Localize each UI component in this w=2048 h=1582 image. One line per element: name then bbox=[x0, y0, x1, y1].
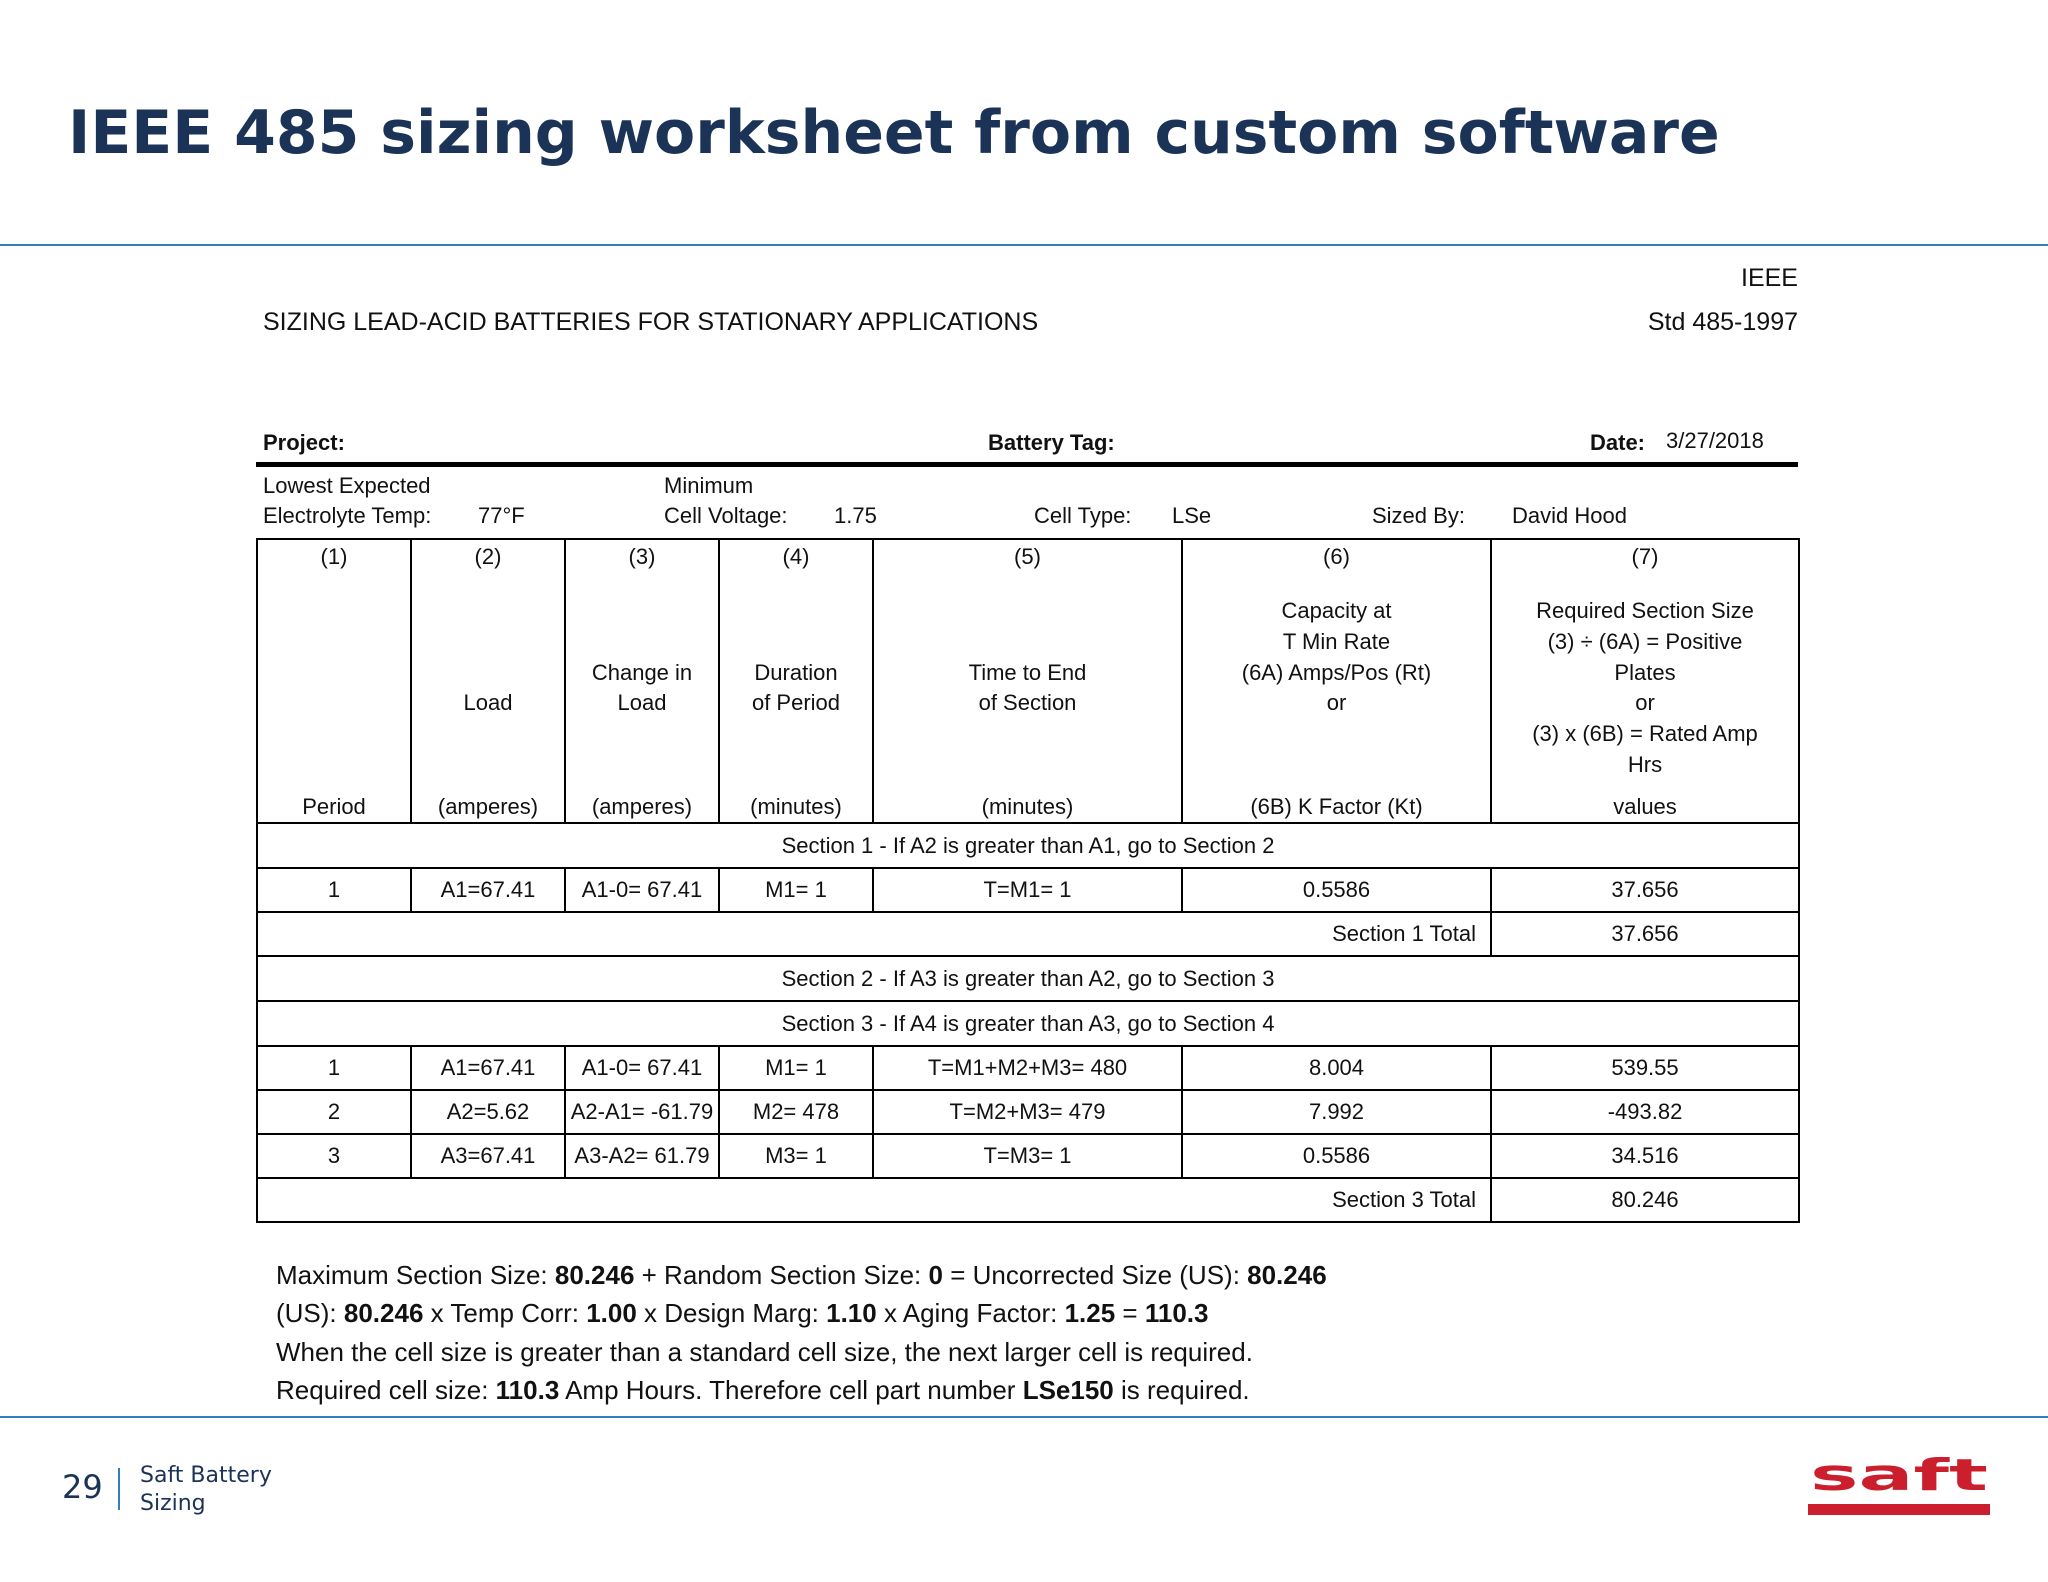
column-number: (7) bbox=[1631, 544, 1659, 569]
summary-text: x Aging Factor: bbox=[876, 1298, 1065, 1328]
table-cell: A2-A1= -61.79 bbox=[565, 1090, 719, 1134]
table-cell: M2= 478 bbox=[719, 1090, 873, 1134]
section-label: Section 2 - If A3 is greater than A2, go to Section 3 bbox=[257, 956, 1799, 1001]
summary-value: 1.25 bbox=[1064, 1298, 1116, 1328]
table-cell: A3-A2= 61.79 bbox=[565, 1134, 719, 1178]
table-cell: T=M1+M2+M3= 480 bbox=[873, 1046, 1182, 1090]
summary-line-2 bbox=[276, 1298, 1208, 1329]
section-3-total-row bbox=[257, 1178, 1799, 1222]
section-1-header-row bbox=[257, 823, 1799, 868]
date-label: Date: bbox=[1590, 430, 1646, 455]
column-unit: (minutes) bbox=[750, 794, 842, 819]
summary-value: 110.3 bbox=[495, 1375, 560, 1405]
summary-text: Maximum Section Size: bbox=[276, 1260, 555, 1290]
col-capacity-header bbox=[1182, 539, 1491, 823]
table-row bbox=[257, 1134, 1799, 1178]
col-duration-header bbox=[719, 539, 873, 823]
standard-number: Std 485-1997 bbox=[1647, 308, 1798, 336]
table-cell: A1-0= 67.41 bbox=[565, 868, 719, 912]
summary-line-1 bbox=[276, 1260, 1327, 1291]
table-cell: A1=67.41 bbox=[411, 1046, 565, 1090]
table-cell: A2=5.62 bbox=[411, 1090, 565, 1134]
section-total-label: Section 3 Total bbox=[257, 1178, 1491, 1222]
voltage-label-line1: Minimum bbox=[664, 473, 754, 498]
table-cell: 7.992 bbox=[1182, 1090, 1491, 1134]
column-title: of Period bbox=[751, 690, 841, 715]
table-cell: 8.004 bbox=[1182, 1046, 1491, 1090]
section-2-header-row bbox=[257, 956, 1799, 1001]
col-period-header bbox=[257, 539, 411, 823]
column-title: Change in bbox=[591, 660, 693, 685]
table-cell: 0.5586 bbox=[1182, 868, 1491, 912]
battery-tag-label: Battery Tag: bbox=[988, 430, 1115, 455]
footer-separator bbox=[118, 1468, 120, 1510]
summary-text: = Uncorrected Size (US): bbox=[942, 1260, 1248, 1290]
temp-label-line2: Electrolyte Temp: bbox=[263, 503, 432, 528]
summary-text: (US): bbox=[276, 1298, 344, 1328]
summary-value: 0 bbox=[928, 1260, 943, 1290]
page-number: 29 bbox=[62, 1468, 103, 1506]
summary-line-3: When the cell size is greater than a standard cell size, the next larger cell is required. bbox=[276, 1337, 1253, 1367]
table-cell: T=M1= 1 bbox=[873, 868, 1182, 912]
saft-logo bbox=[1808, 1454, 1990, 1518]
column-title: Duration bbox=[754, 660, 838, 685]
section-total-value: 37.656 bbox=[1491, 912, 1799, 956]
project-label: Project: bbox=[263, 430, 345, 455]
temp-value: 77°F bbox=[478, 503, 525, 528]
column-unit: values bbox=[1613, 794, 1677, 819]
summary-value: LSe150 bbox=[1022, 1375, 1114, 1405]
column-number: (4) bbox=[782, 544, 810, 569]
footer-label: Saft Battery Sizing bbox=[140, 1463, 272, 1516]
summary-value: 80.246 bbox=[554, 1260, 635, 1290]
summary-text: is required. bbox=[1113, 1375, 1250, 1405]
table-cell: 1 bbox=[257, 1046, 411, 1090]
cell-type-value: LSe bbox=[1172, 503, 1212, 528]
column-title: Required Section Size bbox=[1536, 598, 1754, 623]
slide-title: IEEE 485 sizing worksheet from custom software bbox=[68, 98, 1720, 168]
cell-type-label: Cell Type: bbox=[1034, 503, 1132, 528]
column-title: T Min Rate bbox=[1282, 629, 1391, 654]
section-label: Section 1 - If A2 is greater than A1, go to Section 2 bbox=[257, 823, 1799, 868]
column-unit: (amperes) bbox=[591, 794, 693, 819]
table-cell: A1=67.41 bbox=[411, 868, 565, 912]
voltage-label-line2: Cell Voltage: bbox=[664, 503, 788, 528]
table-row bbox=[257, 1046, 1799, 1090]
summary-line-4 bbox=[276, 1375, 1250, 1406]
summary-value: 110.3 bbox=[1144, 1298, 1209, 1328]
col-load-header bbox=[411, 539, 565, 823]
summary-text: Amp Hours. Therefore cell part number bbox=[559, 1375, 1023, 1405]
table-cell: M1= 1 bbox=[719, 1046, 873, 1090]
document-heading: SIZING LEAD-ACID BATTERIES FOR STATIONARY APPLICATIONS bbox=[263, 308, 1039, 336]
logo-wordmark: saft bbox=[1810, 1454, 1988, 1501]
table-cell: 3 bbox=[257, 1134, 411, 1178]
column-title: (3) x (6B) = Rated Amp bbox=[1532, 721, 1758, 746]
summary-text: x Design Marg: bbox=[636, 1298, 827, 1328]
table-cell: 2 bbox=[257, 1090, 411, 1134]
column-header-row bbox=[257, 539, 1799, 823]
column-title: or bbox=[1635, 690, 1655, 715]
col-required-size-header bbox=[1491, 539, 1799, 823]
section-total-label: Section 1 Total bbox=[257, 912, 1491, 956]
summary-text: + Random Section Size: bbox=[634, 1260, 929, 1290]
section-3-header-row bbox=[257, 1001, 1799, 1046]
column-number: (1) bbox=[320, 544, 348, 569]
column-title: or bbox=[1326, 690, 1347, 715]
column-number: (6) bbox=[1323, 544, 1350, 569]
table-cell: -493.82 bbox=[1491, 1090, 1799, 1134]
table-cell: M3= 1 bbox=[719, 1134, 873, 1178]
column-title: (3) ÷ (6A) = Positive bbox=[1547, 629, 1743, 654]
summary-value: 80.246 bbox=[343, 1298, 424, 1328]
column-unit: Period bbox=[302, 794, 366, 819]
summary-value: 80.246 bbox=[1247, 1260, 1327, 1290]
section-total-value: 80.246 bbox=[1491, 1178, 1799, 1222]
sized-by-value: David Hood bbox=[1512, 503, 1627, 528]
table-cell: 34.516 bbox=[1491, 1134, 1799, 1178]
table-cell: M1= 1 bbox=[719, 868, 873, 912]
section-1-total-row bbox=[257, 912, 1799, 956]
column-title: (6A) Amps/Pos (Rt) bbox=[1241, 660, 1432, 685]
column-title: Plates bbox=[1614, 660, 1676, 685]
footer-divider bbox=[0, 1416, 2048, 1418]
column-title: of Section bbox=[978, 690, 1077, 715]
logo-bar bbox=[1808, 1504, 1990, 1515]
column-unit: (minutes) bbox=[981, 794, 1074, 819]
summary-text: Required cell size: bbox=[276, 1375, 496, 1405]
col-time-header bbox=[873, 539, 1182, 823]
section-label: Section 3 - If A4 is greater than A3, go to Section 4 bbox=[257, 1001, 1799, 1046]
table-row bbox=[257, 868, 1799, 912]
column-title: Hrs bbox=[1627, 752, 1663, 777]
table-cell: A1-0= 67.41 bbox=[565, 1046, 719, 1090]
column-number: (5) bbox=[1014, 544, 1041, 569]
voltage-value: 1.75 bbox=[834, 503, 877, 528]
table-cell: T=M2+M3= 479 bbox=[873, 1090, 1182, 1134]
col-change-header bbox=[565, 539, 719, 823]
table-cell: T=M3= 1 bbox=[873, 1134, 1182, 1178]
sizing-table bbox=[256, 538, 1800, 1223]
column-title: Capacity at bbox=[1281, 598, 1392, 623]
table-cell: 0.5586 bbox=[1182, 1134, 1491, 1178]
table-cell: 37.656 bbox=[1491, 868, 1799, 912]
column-number: (2) bbox=[474, 544, 502, 569]
table-cell: A3=67.41 bbox=[411, 1134, 565, 1178]
summary-text: x Temp Corr: bbox=[423, 1298, 587, 1328]
column-unit: (6B) K Factor (Kt) bbox=[1250, 794, 1423, 819]
column-unit: (amperes) bbox=[437, 794, 539, 819]
table-cell: 539.55 bbox=[1491, 1046, 1799, 1090]
table-row bbox=[257, 1090, 1799, 1134]
column-title: Load bbox=[617, 690, 667, 715]
column-title: Load bbox=[463, 690, 513, 715]
table-cell: 1 bbox=[257, 868, 411, 912]
temp-label-line1: Lowest Expected bbox=[263, 473, 431, 498]
sized-by-label: Sized By: bbox=[1372, 503, 1465, 528]
header-rule bbox=[256, 462, 1798, 467]
summary-text: = bbox=[1115, 1298, 1145, 1328]
date-value: 3/27/2018 bbox=[1666, 428, 1764, 453]
column-title: Time to End bbox=[968, 660, 1087, 685]
summary-value: 1.00 bbox=[586, 1298, 637, 1328]
standard-label: IEEE bbox=[1741, 264, 1798, 292]
column-number: (3) bbox=[628, 544, 656, 569]
summary-value: 1.10 bbox=[826, 1298, 877, 1328]
